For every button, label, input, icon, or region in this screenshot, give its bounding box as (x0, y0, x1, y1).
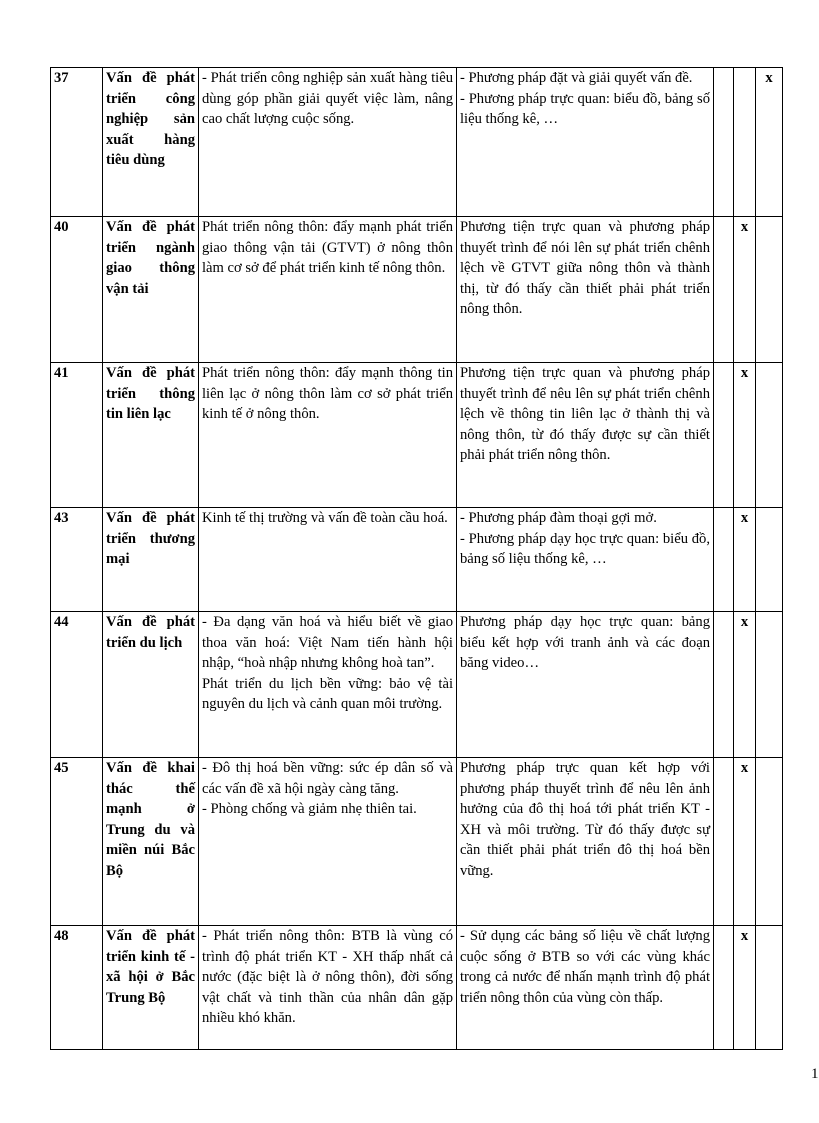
lesson-number: 45 (51, 758, 103, 926)
mark-cell: x (756, 68, 783, 217)
lesson-number: 48 (51, 926, 103, 1050)
lesson-title: Vấn đề phát triển kinh tế - xã hội ở Bắc Trung Bộ (103, 926, 199, 1050)
teaching-method: - Sử dụng các bảng số liệu về chất lượng cuộc sống ở BTB so với các vùng khác trong cả nước để nhấn mạnh trình độ phát triển nông thôn của vùng còn thấp. (457, 926, 714, 1050)
table-row (51, 217, 783, 363)
lesson-number: 44 (51, 612, 103, 758)
integration-content: Phát triển nông thôn: đẩy mạnh thông tin liên lạc ở nông thôn làm cơ sở phát triển kinh tế ở nông thôn. (199, 363, 457, 508)
mark-cell (756, 363, 783, 508)
lesson-table (50, 67, 783, 1050)
lesson-title: Vấn đề phát triển công nghiệp sản xuất hàng tiêu dùng (103, 68, 199, 217)
table-row (51, 68, 783, 217)
table-row (51, 508, 783, 612)
teaching-method: - Phương pháp đàm thoại gợi mở. - Phương pháp dạy học trực quan: biểu đồ, bảng số liệu thống kê, … (457, 508, 714, 612)
mark-cell: x (734, 612, 756, 758)
empty-cell (714, 926, 734, 1050)
mark-cell (756, 758, 783, 926)
lesson-title: Vấn đề phát triển thương mại (103, 508, 199, 612)
table-row (51, 363, 783, 508)
mark-cell (734, 68, 756, 217)
integration-content: - Đô thị hoá bền vững: sức ép dân số và các vấn đề xã hội ngày càng tăng. - Phòng chống và giảm nhẹ thiên tai. (199, 758, 457, 926)
teaching-method: Phương pháp trực quan kết hợp với phương pháp thuyết trình để nêu lên ảnh hưởng của đô thị hoá tới phát triển KT - XH và môi trường. Từ đó thấy được sự cần thiết phải phát triển đô thị hoá bền vững. (457, 758, 714, 926)
teaching-method: - Phương pháp đặt và giải quyết vấn đề. - Phương pháp trực quan: biểu đồ, bảng số liệu thống kê, … (457, 68, 714, 217)
mark-cell: x (734, 217, 756, 363)
teaching-method: Phương pháp dạy học trực quan: bảng biểu kết hợp với tranh ảnh và các đoạn băng video… (457, 612, 714, 758)
mark-cell (756, 508, 783, 612)
integration-content: - Phát triển nông thôn: BTB là vùng có trình độ phát triển KT - XH thấp nhất cả nước (đặc biệt là ở nông thôn), đời sống vật chất và tinh thần của nhân dân gặp nhiều khó khăn. (199, 926, 457, 1050)
mark-cell (756, 612, 783, 758)
lesson-number: 37 (51, 68, 103, 217)
empty-cell (714, 758, 734, 926)
lesson-number: 40 (51, 217, 103, 363)
integration-content: - Đa dạng văn hoá và hiểu biết về giao thoa văn hoá: Việt Nam tiến hành hội nhập, “hoà nhập nhưng không hoà tan”. Phát triển du lịch bền vững: bảo vệ tài nguyên du lịch và cảnh quan môi trường. (199, 612, 457, 758)
teaching-method: Phương tiện trực quan và phương pháp thuyết trình để nêu lên sự phát triển chênh lệch về thông tin liên lạc ở thành thị và nông thôn, từ đó thấy được sự cần thiết phải phát triển nông thôn. (457, 363, 714, 508)
teaching-method: Phương tiện trực quan và phương pháp thuyết trình để nói lên sự phát triển chênh lệch về GTVT giữa nông thôn và thành thị, từ đó thấy cần thiết phải phát triển nông thôn. (457, 217, 714, 363)
empty-cell (714, 68, 734, 217)
integration-content: Kinh tế thị trường và vấn đề toàn cầu hoá. (199, 508, 457, 612)
empty-cell (714, 508, 734, 612)
empty-cell (714, 217, 734, 363)
page-number: 1 (811, 1066, 819, 1082)
integration-content: Phát triển nông thôn: đẩy mạnh phát triển giao thông vận tải (GTVT) ở nông thôn làm cơ sở để phát triển kinh tế nông thôn. (199, 217, 457, 363)
mark-cell: x (734, 363, 756, 508)
lesson-number: 41 (51, 363, 103, 508)
lesson-number: 43 (51, 508, 103, 612)
lesson-title: Vấn đề khai thác thế mạnh ở Trung du và miền núi Bắc Bộ (103, 758, 199, 926)
table-row (51, 758, 783, 926)
lesson-title: Vấn đề phát triển thông tin liên lạc (103, 363, 199, 508)
lesson-title: Vấn đề phát triển ngành giao thông vận tải (103, 217, 199, 363)
table-row (51, 926, 783, 1050)
table-row (51, 612, 783, 758)
empty-cell (714, 612, 734, 758)
mark-cell (756, 926, 783, 1050)
mark-cell (756, 217, 783, 363)
integration-content: - Phát triển công nghiệp sản xuất hàng tiêu dùng góp phần giải quyết việc làm, nâng cao chất lượng cuộc sống. (199, 68, 457, 217)
mark-cell: x (734, 758, 756, 926)
lesson-title: Vấn đề phát triển du lịch (103, 612, 199, 758)
empty-cell (714, 363, 734, 508)
mark-cell: x (734, 926, 756, 1050)
mark-cell: x (734, 508, 756, 612)
